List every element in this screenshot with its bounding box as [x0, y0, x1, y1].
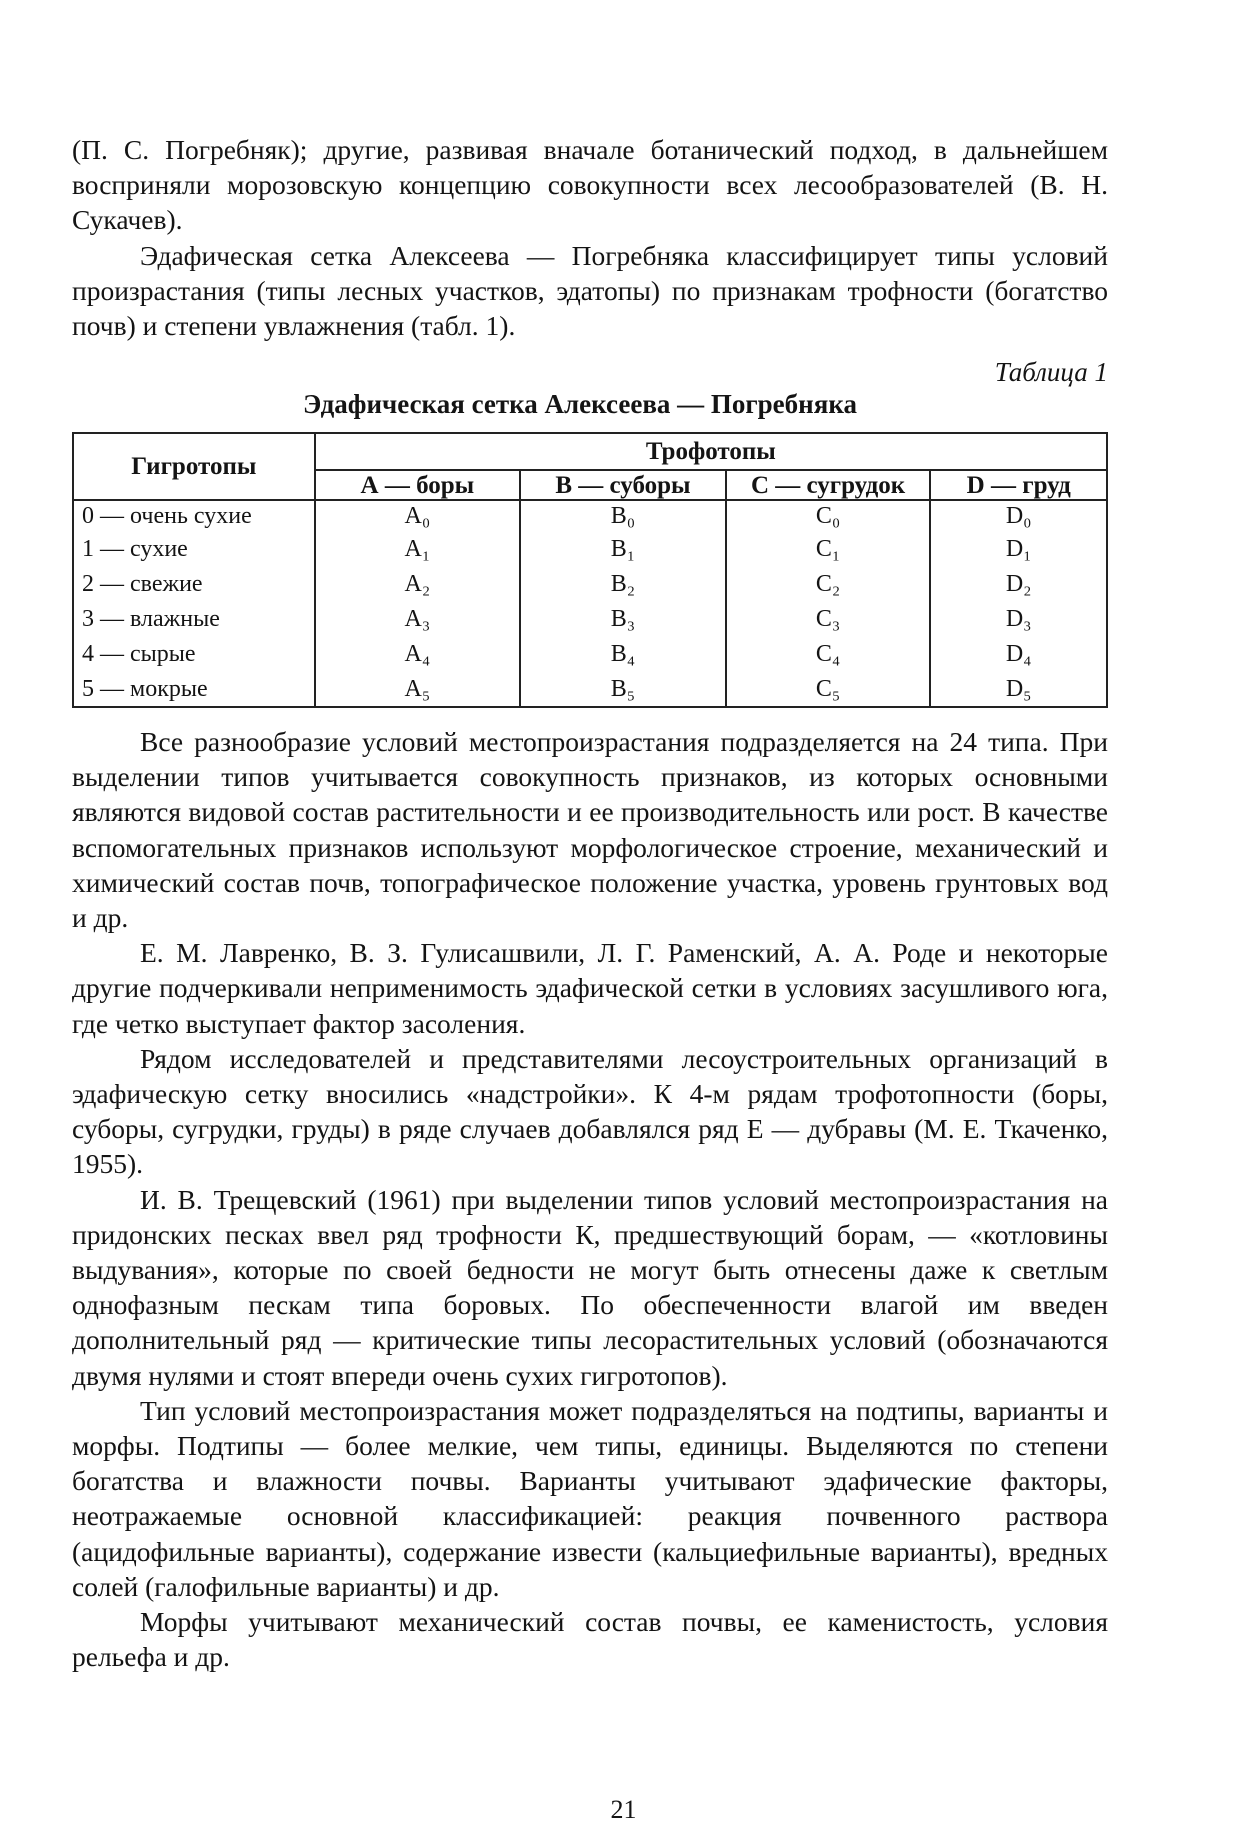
table-cell: A₂: [315, 566, 521, 601]
table-cell: D₅: [930, 671, 1107, 707]
edaphic-grid-table: [72, 432, 1108, 708]
column-header: D — груд: [930, 470, 1107, 500]
table-cell: B₄: [520, 636, 726, 671]
paragraph: Эдафическая сетка Алексеева — Погребняка классифицирует типы условий произрастания (типы лесных участков, эдатопы) по признакам трофности (богатство почв) и степени увлажнения (табл. 1).: [72, 239, 1108, 342]
column-header: А — боры: [315, 470, 521, 500]
paragraph: И. В. Трещевский (1961) при выделении типов условий местопроизрастания на придонских песках ввел ряд трофности К, предшествующий борам, — «котловины выдувания», которые по своей бедности не могут быть отнесены даже к светлым однофазным пескам типа боровых. По обеспеченности влагой им введен дополнительный ряд — критические типы лесорастительных условий (обозначаются двумя нулями и стоят впереди очень сухих гигротопов).: [72, 1183, 1108, 1391]
table-row: [73, 671, 1107, 707]
table-cell: B₃: [520, 601, 726, 636]
table-cell: D₃: [930, 601, 1107, 636]
text-block-bottom: [72, 724, 1108, 1674]
table-cell: D₁: [930, 531, 1107, 566]
table-cell: A₅: [315, 671, 521, 707]
table-cell: C₂: [726, 566, 931, 601]
paragraph: Е. М. Лавренко, В. З. Гулисашвили, Л. Г. Раменский, А. А. Роде и некоторые другие подчеркивали неприменимость эдафической сетки в условиях засушливого юга, где четко выступает фактор засоления.: [72, 937, 1108, 1039]
row-label: 4 — сырые: [73, 636, 315, 671]
row-label: 2 — свежие: [73, 566, 315, 601]
group-header-trophotopes: Трофотопы: [315, 433, 1107, 470]
row-header-hygrotopes: Гигротопы: [73, 433, 315, 500]
table-row: [73, 601, 1107, 636]
text-block-top: [72, 132, 1108, 343]
table-cell: D₀: [930, 500, 1107, 531]
paragraph: (П. С. Погребняк); другие, развивая вначале ботанический подход, в дальнейшем восприняли морозовскую концепцию совокупности всех лесообразователей (В. Н. Сукачев).: [72, 134, 1108, 236]
row-label: 0 — очень сухие: [73, 500, 315, 531]
table-cell: B₅: [520, 671, 726, 707]
table-cell: C₄: [726, 636, 931, 671]
table-cell: C₁: [726, 531, 931, 566]
paragraph: Морфы учитывают механический состав почвы, ее каменистость, условия рельефа и др.: [72, 1606, 1108, 1673]
paragraph: Все разнообразие условий местопроизрастания подразделяется на 24 типа. При выделении типов учитывается совокупность признаков, из которых основными являются видовой состав растительности и ее производительность или рост. В качестве вспомогательных признаков используют морфологическое строение, механический и химический состав почв, топографическое положение участка, уровень грунтовых вод и др.: [72, 726, 1108, 934]
table-cell: C₅: [726, 671, 931, 707]
table-title: Эдафическая сетка Алексеева — Погребняка: [303, 389, 857, 419]
table-cell: B₂: [520, 566, 726, 601]
row-label: 5 — мокрые: [73, 671, 315, 707]
table-cell: A₃: [315, 601, 521, 636]
table-row: [73, 500, 1107, 531]
row-label: 3 — влажные: [73, 601, 315, 636]
table-cell: B₁: [520, 531, 726, 566]
table-cell: A₁: [315, 531, 521, 566]
page-number: 21: [610, 1795, 637, 1824]
table-cell: C₃: [726, 601, 931, 636]
table-cell: A₄: [315, 636, 521, 671]
table-cell: A₀: [315, 500, 521, 531]
paragraph: Тип условий местопроизрастания может подразделяться на подтипы, варианты и морфы. Подтипы — более мелкие, чем типы, единицы. Выделяются по степени богатства и влажности почвы. Варианты учитывают эдафические факторы, неотражаемые основной классификацией: реакция почвенного раствора (ацидофильные варианты), содержание извести (кальциефильные варианты), вредных солей (галофильные варианты) и др.: [72, 1394, 1108, 1602]
table-cell: C₀: [726, 500, 931, 531]
table-row: [73, 531, 1107, 566]
table-row: [73, 636, 1107, 671]
table-cell: D₂: [930, 566, 1107, 601]
column-header: С — сугрудок: [726, 470, 931, 500]
paragraph: Рядом исследователей и представителями лесоустроительных организаций в эдафическую сетку вносились «надстройки». К 4-м рядам трофотопности (боры, суборы, сугрудки, груды) в ряде случаев добавлялся ряд Е — дубравы (М. Е. Ткаченко, 1955).: [72, 1042, 1108, 1180]
table-cell: B₀: [520, 500, 726, 531]
table-row: [73, 566, 1107, 601]
table-label: Таблица 1: [994, 357, 1108, 387]
column-header: В — суборы: [520, 470, 726, 500]
row-label: 1 — сухие: [73, 531, 315, 566]
table-cell: D₄: [930, 636, 1107, 671]
